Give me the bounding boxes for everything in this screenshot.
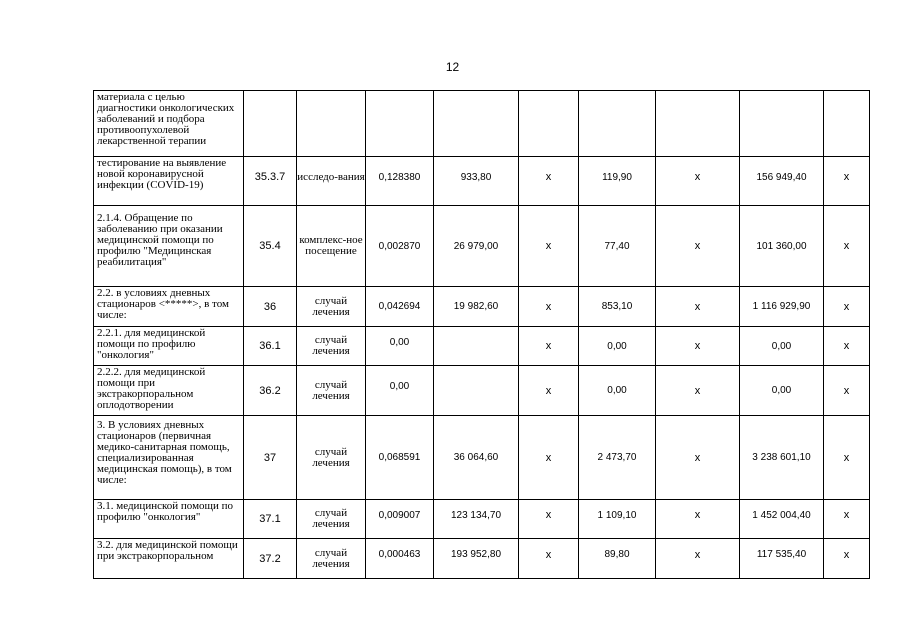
row-code-cell [244, 91, 297, 157]
row-cost-cell: 36 064,60 [434, 416, 519, 500]
row-code-cell: 37 [244, 416, 297, 500]
row-code-cell: 36.2 [244, 366, 297, 416]
table-row [94, 500, 870, 539]
row-name-cell: 3.1. медицинской помощи по профилю "онкология" [94, 500, 244, 539]
row-x-cell: х [656, 157, 740, 206]
row-cost-cell [434, 91, 519, 157]
row-unit-cell: случай лечения [297, 416, 366, 500]
row-x-cell: х [824, 327, 870, 366]
row-total-cell: 0,00 [740, 327, 824, 366]
row-x-cell: х [519, 539, 579, 579]
table-row [94, 366, 870, 416]
row-cost-cell: 933,80 [434, 157, 519, 206]
row-normative-cell [366, 91, 434, 157]
row-normative-cell: 0,00 [366, 366, 434, 416]
row-per-capita-cell: 77,40 [579, 206, 656, 287]
row-name-cell: 2.2.2. для медицинской помощи при экстракорпоральном оплодотворении [94, 366, 244, 416]
row-x-cell: х [656, 500, 740, 539]
row-normative-cell: 0,000463 [366, 539, 434, 579]
row-x-cell: х [824, 287, 870, 327]
row-x-cell: х [519, 206, 579, 287]
row-x-cell: х [519, 366, 579, 416]
row-name-cell: 2.2.1. для медицинской помощи по профилю "онкология" [94, 327, 244, 366]
row-cost-cell: 26 979,00 [434, 206, 519, 287]
row-unit-cell [297, 91, 366, 157]
row-normative-cell: 0,068591 [366, 416, 434, 500]
table-row [94, 157, 870, 206]
row-total-cell: 117 535,40 [740, 539, 824, 579]
table-row [94, 327, 870, 366]
row-code-cell: 36 [244, 287, 297, 327]
row-x-cell: х [519, 416, 579, 500]
row-x-cell: х [824, 416, 870, 500]
row-name-cell: материала с целью диагностики онкологических заболеваний и подбора противоопухолевой лекарственной терапии [94, 91, 244, 157]
row-per-capita-cell: 119,90 [579, 157, 656, 206]
row-x-cell: х [824, 366, 870, 416]
table-row [94, 416, 870, 500]
row-x-cell: х [656, 539, 740, 579]
row-per-capita-cell [579, 91, 656, 157]
row-total-cell: 156 949,40 [740, 157, 824, 206]
row-per-capita-cell: 853,10 [579, 287, 656, 327]
table-row [94, 91, 870, 157]
row-x-cell: х [656, 287, 740, 327]
row-x-cell: х [519, 327, 579, 366]
data-table [93, 90, 870, 579]
row-x-cell: х [824, 539, 870, 579]
row-code-cell: 35.4 [244, 206, 297, 287]
row-cost-cell: 123 134,70 [434, 500, 519, 539]
row-code-cell: 37.2 [244, 539, 297, 579]
row-per-capita-cell: 0,00 [579, 366, 656, 416]
row-x-cell: х [519, 157, 579, 206]
row-total-cell: 1 452 004,40 [740, 500, 824, 539]
row-per-capita-cell: 89,80 [579, 539, 656, 579]
row-name-cell: тестирование на выявление новой коронавирусной инфекции (COVID-19) [94, 157, 244, 206]
row-x-cell: х [519, 500, 579, 539]
row-normative-cell: 0,002870 [366, 206, 434, 287]
row-total-cell: 3 238 601,10 [740, 416, 824, 500]
row-x-cell [656, 91, 740, 157]
row-total-cell: 101 360,00 [740, 206, 824, 287]
row-cost-cell [434, 366, 519, 416]
row-x-cell [519, 91, 579, 157]
row-unit-cell: случай лечения [297, 500, 366, 539]
table-row [94, 539, 870, 579]
row-unit-cell: случай лечения [297, 327, 366, 366]
row-x-cell: х [824, 500, 870, 539]
row-name-cell: 2.2. в условиях дневных стационаров <*****>, в том числе: [94, 287, 244, 327]
row-unit-cell: случай лечения [297, 366, 366, 416]
row-cost-cell: 19 982,60 [434, 287, 519, 327]
table-row [94, 206, 870, 287]
row-normative-cell: 0,009007 [366, 500, 434, 539]
row-x-cell: х [656, 366, 740, 416]
row-per-capita-cell: 2 473,70 [579, 416, 656, 500]
row-per-capita-cell: 1 109,10 [579, 500, 656, 539]
row-x-cell: х [656, 416, 740, 500]
row-x-cell: х [656, 327, 740, 366]
table-row [94, 287, 870, 327]
row-x-cell: х [824, 206, 870, 287]
row-unit-cell: случай лечения [297, 539, 366, 579]
row-code-cell: 36.1 [244, 327, 297, 366]
row-code-cell: 37.1 [244, 500, 297, 539]
row-code-cell: 35.3.7 [244, 157, 297, 206]
row-total-cell: 1 116 929,90 [740, 287, 824, 327]
row-normative-cell: 0,00 [366, 327, 434, 366]
row-unit-cell: комплекс-ное посещение [297, 206, 366, 287]
row-total-cell: 0,00 [740, 366, 824, 416]
row-cost-cell: 193 952,80 [434, 539, 519, 579]
row-per-capita-cell: 0,00 [579, 327, 656, 366]
row-normative-cell: 0,042694 [366, 287, 434, 327]
row-normative-cell: 0,128380 [366, 157, 434, 206]
row-name-cell: 3. В условиях дневных стационаров (первичная медико-санитарная помощь, специализированная медицинская помощь), в том числе: [94, 416, 244, 500]
row-total-cell [740, 91, 824, 157]
row-x-cell: х [824, 157, 870, 206]
row-unit-cell: случай лечения [297, 287, 366, 327]
row-x-cell [824, 91, 870, 157]
row-cost-cell [434, 327, 519, 366]
page-number: 12 [445, 60, 460, 74]
row-x-cell: х [519, 287, 579, 327]
row-x-cell: х [656, 206, 740, 287]
row-name-cell: 2.1.4. Обращение по заболеванию при оказании медицинской помощи по профилю "Медицинская реабилитация" [94, 206, 244, 287]
row-name-cell: 3.2. для медицинской помощи при экстракорпоральном [94, 539, 244, 579]
row-unit-cell: исследо-вания [297, 157, 366, 206]
